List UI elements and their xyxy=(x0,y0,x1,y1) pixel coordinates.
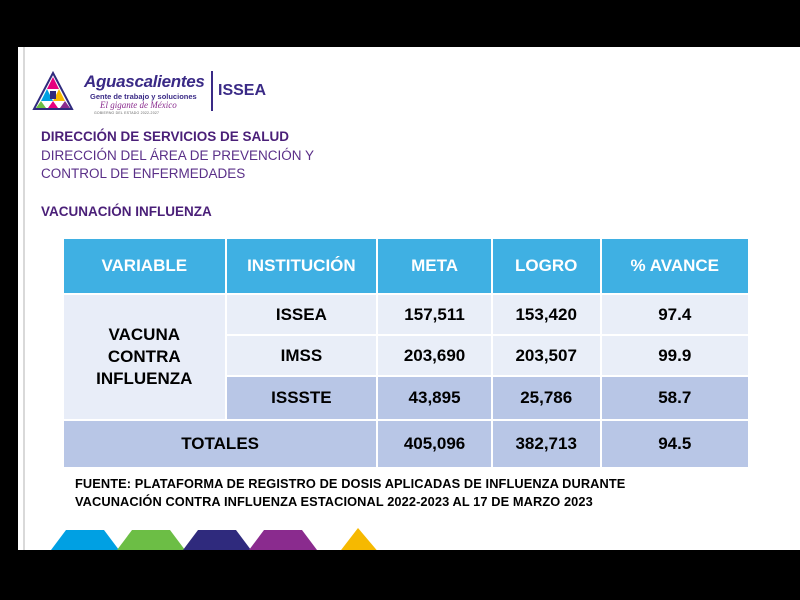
section-title: VACUNACIÓN INFLUENZA xyxy=(41,204,212,219)
footnote-line2: VACUNACIÓN CONTRA INFLUENZA ESTACIONAL 2022-2023 AL 17 DE MARZO 2023 xyxy=(75,494,593,509)
totals-row xyxy=(63,420,749,468)
avance-cell: 97.4 xyxy=(601,294,749,335)
page-border xyxy=(23,47,25,550)
header-institucion: INSTITUCIÓN xyxy=(226,238,378,294)
area-title-line1: DIRECCIÓN DEL ÁREA DE PREVENCIÓN Y xyxy=(41,148,315,163)
logro-cell: 25,786 xyxy=(492,376,601,420)
logro-cell: 153,420 xyxy=(492,294,601,335)
vaccination-table xyxy=(62,237,750,469)
header-variable: VARIABLE xyxy=(63,238,226,294)
variable-cell xyxy=(63,294,226,420)
meta-cell: 203,690 xyxy=(377,335,492,376)
source-footnote xyxy=(75,475,625,511)
meta-cell: 43,895 xyxy=(377,376,492,420)
aguascalientes-issea-logo xyxy=(32,71,272,115)
institution-name: ISSEA xyxy=(218,82,267,99)
variable-line: VACUNA xyxy=(108,325,180,344)
aguascalientes-logo-mark-icon xyxy=(32,71,74,111)
avance-cell: 99.9 xyxy=(601,335,749,376)
logo-separator xyxy=(211,71,213,111)
totals-label: TOTALES xyxy=(63,420,377,468)
decorative-triangles xyxy=(48,524,448,550)
header-logro: LOGRO xyxy=(492,238,601,294)
brand-name: Aguascalientes xyxy=(84,72,205,91)
meta-cell: 157,511 xyxy=(377,294,492,335)
government-label: GOBIERNO DEL ESTADO 2022-2027 xyxy=(94,111,160,115)
variable-line: CONTRA xyxy=(107,347,181,366)
institucion-cell: IMSS xyxy=(226,335,378,376)
header-avance: % AVANCE xyxy=(601,238,749,294)
header-meta: META xyxy=(377,238,492,294)
area-title xyxy=(41,147,314,183)
logro-cell: 203,507 xyxy=(492,335,601,376)
brand-slogan: El gigante de México xyxy=(100,100,177,110)
department-title: DIRECCIÓN DE SERVICIOS DE SALUD xyxy=(41,129,290,144)
table-header-row xyxy=(63,238,749,294)
avance-cell: 58.7 xyxy=(601,376,749,420)
brand-tagline: Gente de trabajo y soluciones xyxy=(90,92,197,101)
table-row xyxy=(63,294,749,335)
variable-line: INFLUENZA xyxy=(96,369,193,388)
totals-avance: 94.5 xyxy=(601,420,749,468)
document-page xyxy=(18,47,800,550)
totals-logro: 382,713 xyxy=(492,420,601,468)
area-title-line2: CONTROL DE ENFERMEDADES xyxy=(41,166,246,181)
footnote-line1: FUENTE: PLATAFORMA DE REGISTRO DE DOSIS APLICADAS DE INFLUENZA DURANTE xyxy=(75,476,626,491)
totals-meta: 405,096 xyxy=(377,420,492,468)
institucion-cell: ISSSTE xyxy=(226,376,378,420)
institucion-cell: ISSEA xyxy=(226,294,378,335)
